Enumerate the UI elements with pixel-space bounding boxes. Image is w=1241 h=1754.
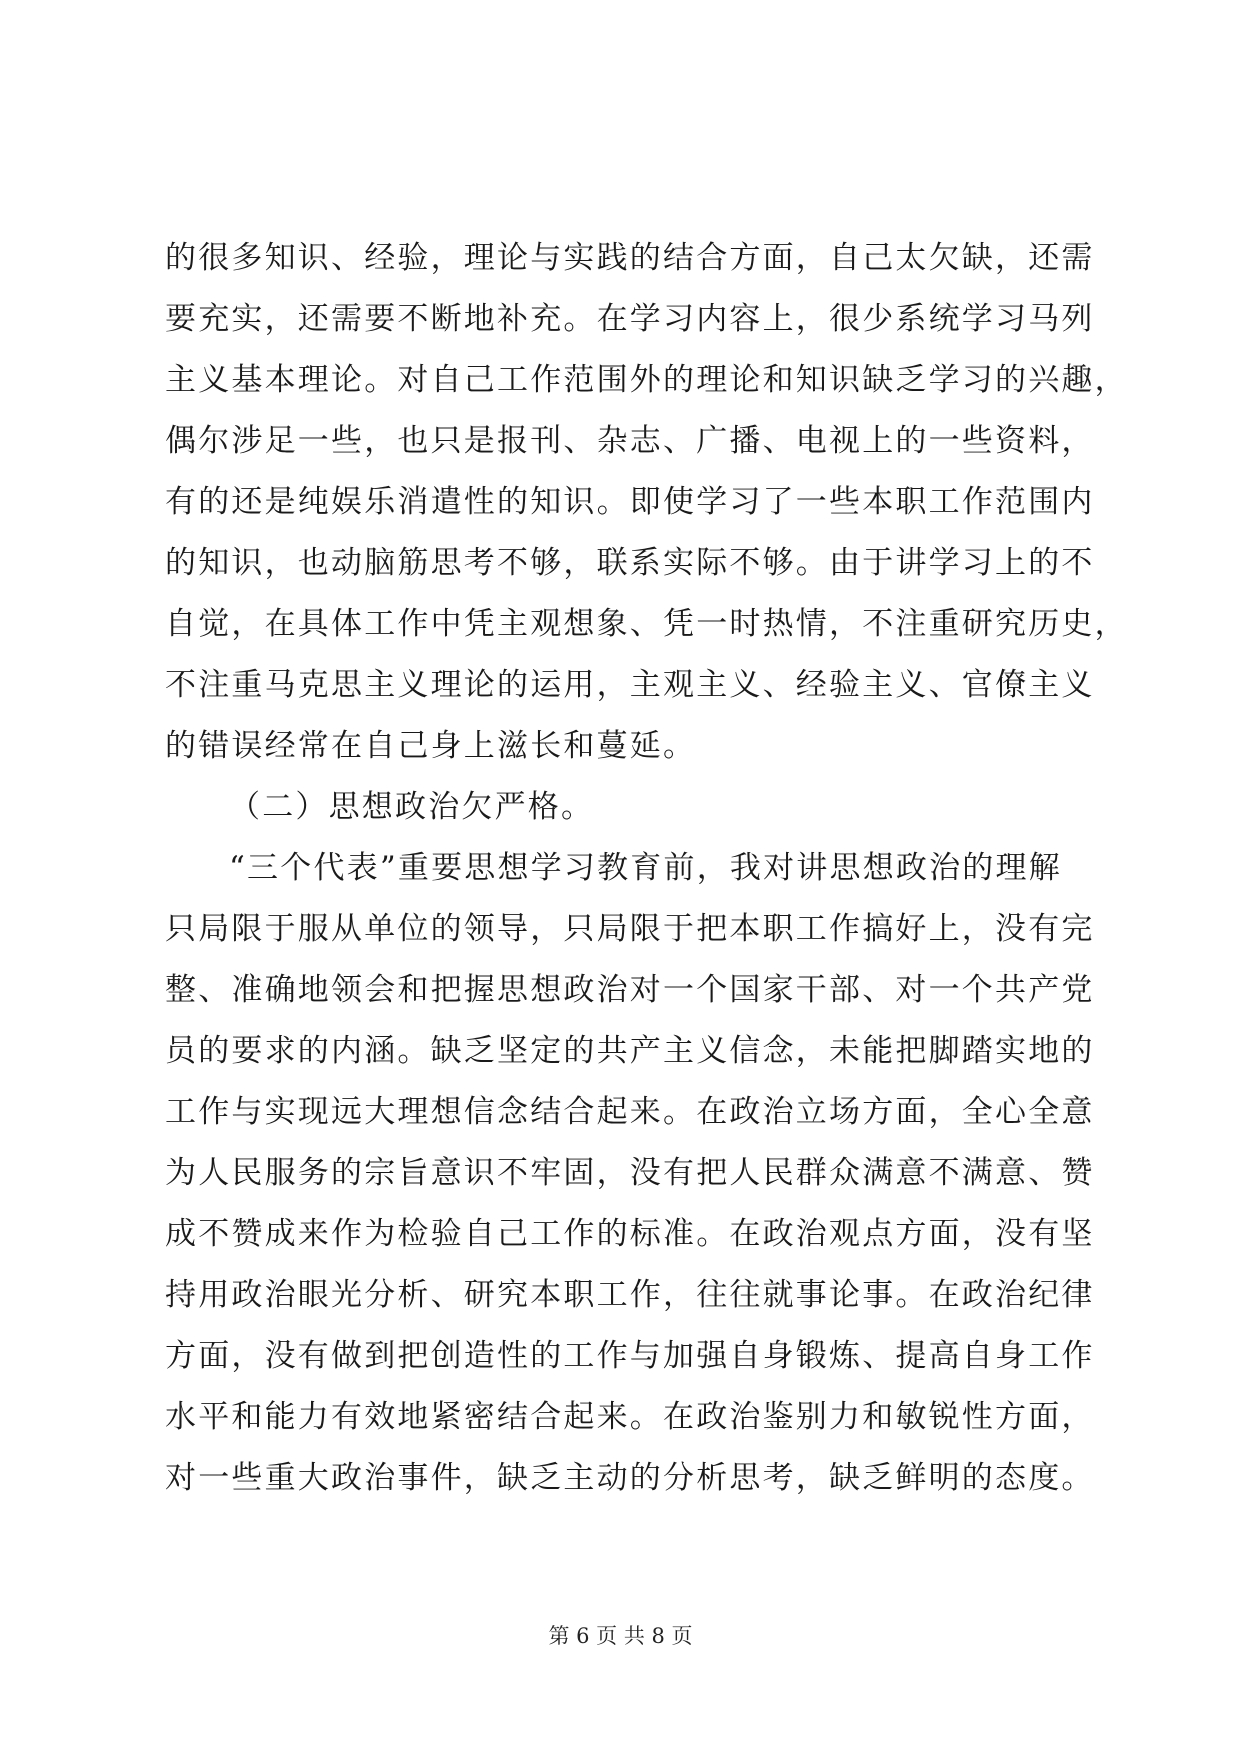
text-line: 对一些重大政治事件，缺乏主动的分析思考，缺乏鲜明的态度。 — [165, 1460, 1095, 1496]
text-line: 自觉，在具体工作中凭主观想象、凭一时热情，不注重研究历史， — [165, 606, 1128, 642]
text-line: 员的要求的内涵。缺乏坚定的共产主义信念，未能把脚踏实地的 — [165, 1033, 1095, 1069]
text-line: 要充实，还需要不断地补充。在学习内容上，很少系统学习马列 — [165, 301, 1095, 337]
body-text — [165, 228, 1128, 1509]
section-heading: （二）思想政治欠严格。 — [229, 789, 595, 825]
text-line: 的知识，也动脑筋思考不够，联系实际不够。由于讲学习上的不 — [165, 545, 1095, 581]
text-line: 水平和能力有效地紧密结合起来。在政治鉴别力和敏锐性方面， — [165, 1399, 1095, 1435]
text-line: 工作与实现远大理想信念结合起来。在政治立场方面，全心全意 — [165, 1094, 1095, 1130]
text-line: 方面，没有做到把创造性的工作与加强自身锻炼、提高自身工作 — [165, 1338, 1095, 1374]
text-line: 偶尔涉足一些，也只是报刊、杂志、广播、电视上的一些资料， — [165, 423, 1095, 459]
text-line: 成不赞成来作为检验自己工作的标准。在政治观点方面，没有坚 — [165, 1216, 1095, 1252]
text-line: 持用政治眼光分析、研究本职工作，往往就事论事。在政治纪律 — [165, 1277, 1095, 1313]
text-line: 不注重马克思主义理论的运用，主观主义、经验主义、官僚主义 — [165, 667, 1095, 703]
page-number-footer: 第 6 页 共 8 页 — [548, 1624, 693, 1648]
text-line: 为人民服务的宗旨意识不牢固，没有把人民群众满意不满意、赞 — [165, 1155, 1095, 1191]
text-line: 的很多知识、经验，理论与实践的结合方面，自己太欠缺，还需 — [165, 240, 1095, 276]
text-line: 主义基本理论。对自己工作范围外的理论和知识缺乏学习的兴趣， — [165, 362, 1128, 398]
text-line: 只局限于服从单位的领导，只局限于把本职工作搞好上，没有完 — [165, 911, 1095, 947]
text-line: 有的还是纯娱乐消遣性的知识。即使学习了一些本职工作范围内 — [165, 484, 1095, 520]
text-line: 整、准确地领会和把握思想政治对一个国家干部、对一个共产党 — [165, 972, 1095, 1008]
text-line: 的错误经常在自己身上滋长和蔓延。 — [165, 728, 697, 764]
paragraph-first-line: “三个代表”重要思想学习教育前，我对讲思想政治的理解 — [229, 850, 1062, 886]
